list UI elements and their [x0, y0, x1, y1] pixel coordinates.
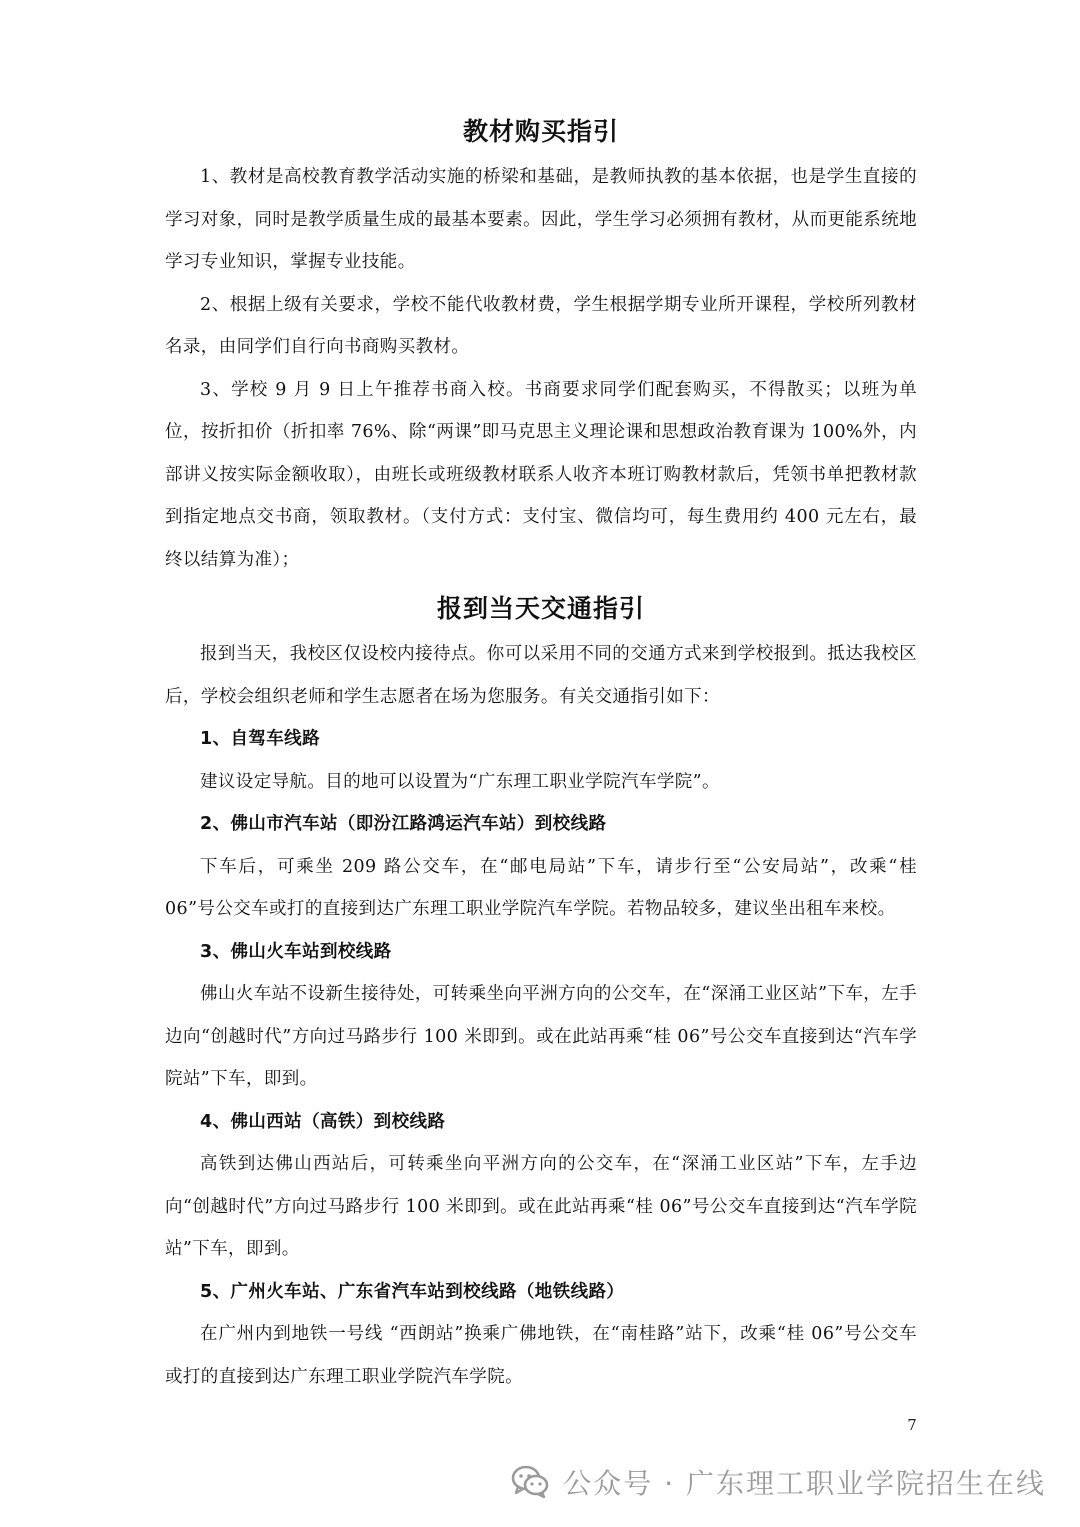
route-heading-self-drive: 1、自驾车线路 — [200, 729, 320, 749]
document-page — [165, 108, 917, 1398]
textbook-paragraph-1: 1、教材是高校教育教学活动实施的桥梁和基础，是教师执教的基本依据，也是学生直接的学习对象，同时是教学质量生成的最基本要素。因此，学生学习必须拥有教材，从而更能系统地学习专业知识，掌握专业技能。 — [165, 167, 917, 272]
page-number: 7 — [907, 1416, 917, 1434]
wechat-icon — [511, 1465, 549, 1499]
route-heading-foshan-bus-station: 2、佛山市汽车站（即汾江路鸿运汽车站）到校线路 — [200, 814, 607, 834]
route-text-guangzhou-metro: 在广州内到地铁一号线 “西朗站”换乘广佛地铁，在“南桂路”站下，改乘“桂 06”号公交车或打的直接到达广东理工职业学院汽车学院。 — [165, 1324, 917, 1387]
route-text-foshan-train-station: 佛山火车站不设新生接待处，可转乘坐向平洲方向的公交车，在“深涌工业区站”下车，左手边向“创越时代”方向过马路步行 100 米即到。或在此站再乘“桂 06”号公交车直接到达“汽车学院站”下车，即到。 — [165, 984, 917, 1089]
watermark-text: 公众号 · 广东理工职业学院招生在线 — [563, 1467, 1046, 1500]
route-text-foshan-bus-station: 下车后，可乘坐 209 路公交车，在“邮电局站”下车，请步行至“公安局站”，改乘“桂 06”号公交车或打的直接到达广东理工职业学院汽车学院。若物品较多，建议坐出租车来校。 — [165, 856, 917, 919]
textbook-title: 教材购买指引 — [462, 117, 619, 146]
textbook-paragraph-3: 3、学校 9 月 9 日上午推荐书商入校。书商要求同学们配套购买，不得散买；以班为单位，按折扣价（折扣率 76%、除“两课”即马克思主义理论课和思想政治教育课为 100%外，内部讲义按实际金额收取），由班长或班级教材联系人收齐本班订购教材款后，凭领书单把教材款到指定地点交书商，领取教材。（支付方式：支付宝、微信均可，每生费用约 400 元左右，最终以结算为准）； — [165, 379, 917, 570]
route-heading-guangzhou-metro: 5、广州火车站、广东省汽车站到校线路（地铁线路） — [200, 1281, 625, 1302]
route-text-foshan-west-station: 高铁到达佛山西站后，可转乘坐向平洲方向的公交车，在“深涌工业区站”下车，左手边向“创越时代”方向过马路步行 100 米即到。或在此站再乘“桂 06”号公交车直接到达“汽车学院站”下车，即到。 — [165, 1154, 917, 1259]
route-heading-foshan-west-station: 4、佛山西站（高铁）到校线路 — [200, 1111, 446, 1132]
route-text-self-drive: 建议设定导航。目的地可以设置为“广东理工职业学院汽车学院”。 — [200, 771, 720, 792]
route-heading-foshan-train-station: 3、佛山火车站到校线路 — [200, 941, 392, 962]
transport-intro: 报到当天，我校区仅设校内接待点。你可以采用不同的交通方式来到学校报到。抵达我校区后，学校会组织老师和学生志愿者在场为您服务。有关交通指引如下： — [165, 644, 917, 707]
watermark — [511, 1460, 1046, 1504]
transport-title: 报到当天交通指引 — [436, 594, 645, 623]
textbook-paragraph-2: 2、根据上级有关要求，学校不能代收教材费，学生根据学期专业所开课程，学校所列教材名录，由同学们自行向书商购买教材。 — [165, 294, 917, 357]
